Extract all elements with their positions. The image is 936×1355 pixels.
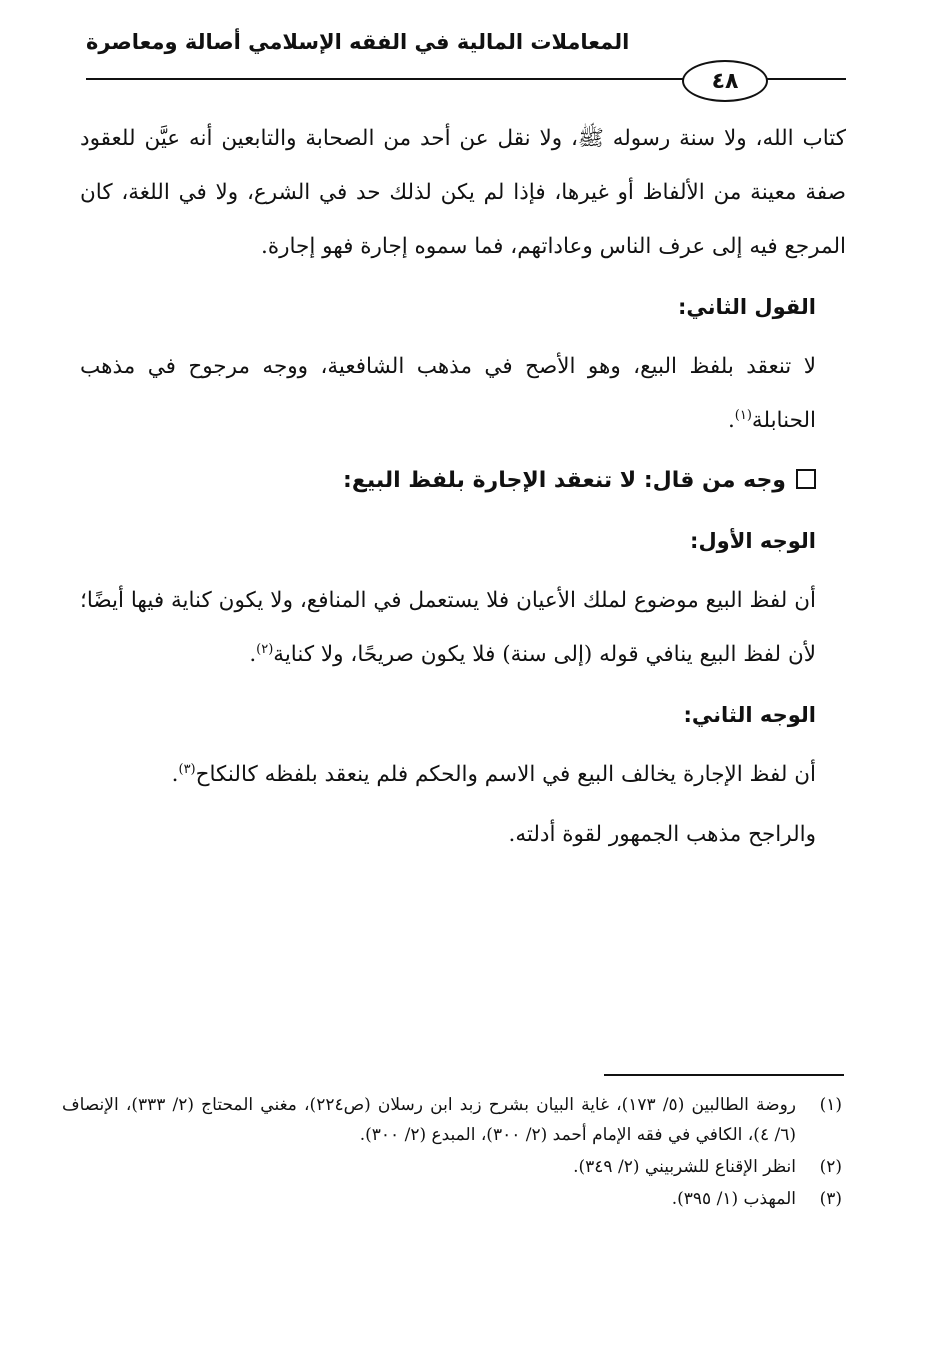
footnotes [62,1090,842,1216]
footnote-text: روضة الطالبين (٥/ ١٧٣)، غاية البيان بشرح زبد ابن رسلان (ص٢٢٤)، مغني المحتاج (٢/ ٣٣٣)، الإنصاف (٦/ ٤)، الكافي في فقه الإمام أحمد (٢/ ٣٠٠)، المبدع (٢/ ٣٠٠). [62,1095,796,1145]
second-opinion-heading: القول الثاني: [678,295,816,319]
running-head [86,30,846,54]
footnote-number: (٣) [819,1189,842,1209]
footnote-text: المهذب (١/ ٣٩٥). [671,1189,796,1209]
footnote-separator [604,1074,844,1076]
second-aspect-paragraph: أن لفظ الإجارة يخالف البيع في الاسم والحكم فلم ينعقد بلفظه كالنكاح$^{(٣)}$. [171,761,816,787]
second-opinion-text: لا تنعقد بلفظ البيع، وهو الأصح في مذهب الشافعية، ووجه مرجوح في مذهب الحنابلة [80,354,816,433]
footnote-item [62,1152,842,1182]
first-aspect-paragraph: أن لفظ البيع موضوع لملك الأعيان فلا يستعمل في المنافع، ولا يكون كناية فيها أيضًا؛ لأن لفظ البيع ينافي قوله (إلى سنة) فلا يكون صريحًا، ولا كناية$^{(٢)}$. [80,588,816,667]
page-number: ٤٨ [682,60,768,102]
intro-paragraph: كتاب الله، ولا سنة رسوله ﷺ، ولا نقل عن أحد من الصحابة والتابعين أنه عيَّن للعقود صفة معينة من الألفاظ أو غيرها، فإذا لم يكن لذلك حد في الشرع، ولا في اللغة، كان المرجع فيه إلى عرف الناس وعاداتهم، فما سموه إجارة فهو إجارة. [80,126,846,259]
footnote-ref-2: (٢) [256,641,274,657]
second-opinion-paragraph: لا تنعقد بلفظ البيع، وهو الأصح في مذهب الشافعية، ووجه مرجوح في مذهب الحنابلة$^{(١)}$. [80,354,816,433]
footnote-ref-3: (٣) [178,761,196,777]
footnote-number: (١) [819,1095,842,1115]
section-title [80,454,846,508]
main-text [80,112,846,862]
footnote-item [62,1090,842,1150]
footnote-text: انظر الإقناع للشربيني (٢/ ٣٤٩). [573,1157,796,1177]
conclusion-paragraph: والراجح مذهب الجمهور لقوة أدلته. [508,822,816,847]
footnote-ref-1: (١) [734,407,752,423]
running-title: المعاملات المالية في الفقه الإسلامي أصالة ومعاصرة [86,30,630,54]
first-aspect-heading: الوجه الأول: [690,529,816,553]
second-aspect-text: أن لفظ الإجارة يخالف البيع في الاسم والحكم فلم ينعقد بلفظه كالنكاح [195,762,816,787]
section-title-text: وجه من قال: لا تنعقد الإجارة بلفظ البيع: [343,468,786,493]
first-aspect-text: أن لفظ البيع موضوع لملك الأعيان فلا يستعمل في المنافع، ولا يكون كناية فيها أيضًا؛ لأن لفظ البيع ينافي قوله (إلى سنة) فلا يكون صريحًا، ولا كناية [80,588,816,667]
footnote-number: (٢) [819,1157,842,1177]
second-aspect-heading: الوجه الثاني: [683,703,816,727]
footnote-item [62,1184,842,1214]
square-bullet-icon [796,469,816,489]
